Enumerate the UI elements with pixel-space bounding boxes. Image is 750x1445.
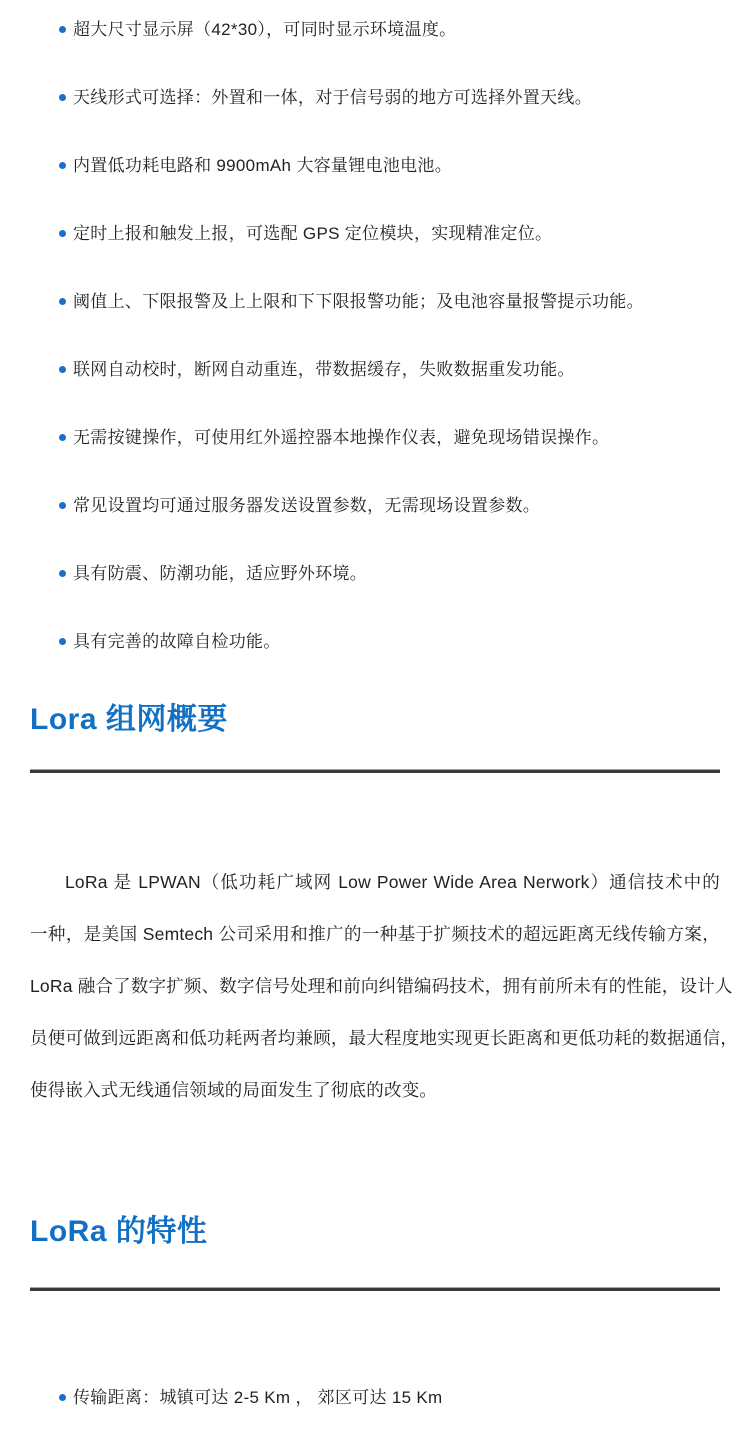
section-title-lora-features: LoRa 的特性: [30, 1215, 208, 1248]
section-title-lora-overview: Lora 组网概要: [30, 703, 228, 736]
feature-item: 超大尺寸显示屏（42*30），可同时显示环境温度。: [73, 20, 720, 39]
feature-item: 联网自动校时，断网自动重连，带数据缓存，失败数据重发功能。: [73, 360, 720, 379]
paragraph-line: LoRa 是 LPWAN（低功耗广域网 Low Power Wide Area Nerwork）通信技术中的: [65, 872, 720, 892]
feature-item: 具有防震、防潮功能，适应野外环境。: [73, 564, 720, 583]
paragraph-line: 员便可做到远距离和低功耗两者均兼顾，最大程度地实现更长距离和更低功耗的数据通信，: [30, 1028, 738, 1048]
feature-item: 阈值上、下限报警及上上限和下下限报警功能；及电池容量报警提示功能。: [73, 292, 720, 311]
paragraph-line: LoRa 融合了数字扩频、数字信号处理和前向纠错编码技术，拥有前所未有的性能，设计人: [30, 976, 733, 996]
feature-item: 常见设置均可通过服务器发送设置参数，无需现场设置参数。: [73, 496, 720, 515]
feature-item: 内置低功耗电路和 9900mAh 大容量锂电池电池。: [73, 156, 720, 175]
paragraph-line: 使得嵌入式无线通信领域的局面发生了彻底的改变。: [30, 1080, 438, 1100]
feature-item: 无需按键操作，可使用红外遥控器本地操作仪表，避免现场错误操作。: [73, 428, 720, 447]
feature-item: 天线形式可选择：外置和一体，对于信号弱的地方可选择外置天线。: [73, 88, 720, 107]
lora-feature-list: [0, 1291, 750, 1407]
feature-item: 定时上报和触发上报，可选配 GPS 定位模块，实现精准定位。: [73, 224, 720, 243]
product-feature-list: [0, 0, 750, 651]
feature-item: 具有完善的故障自检功能。: [73, 632, 720, 651]
paragraph-line: 一种，是美国 Semtech 公司采用和推广的一种基于扩频技术的超远距离无线传输方案，: [30, 924, 720, 944]
lora-overview-paragraph: [30, 856, 738, 1116]
feature-item: 传输距离：城镇可达 2-5 Km ， 郊区可达 15 Km: [73, 1388, 720, 1407]
section-divider: [30, 770, 720, 773]
